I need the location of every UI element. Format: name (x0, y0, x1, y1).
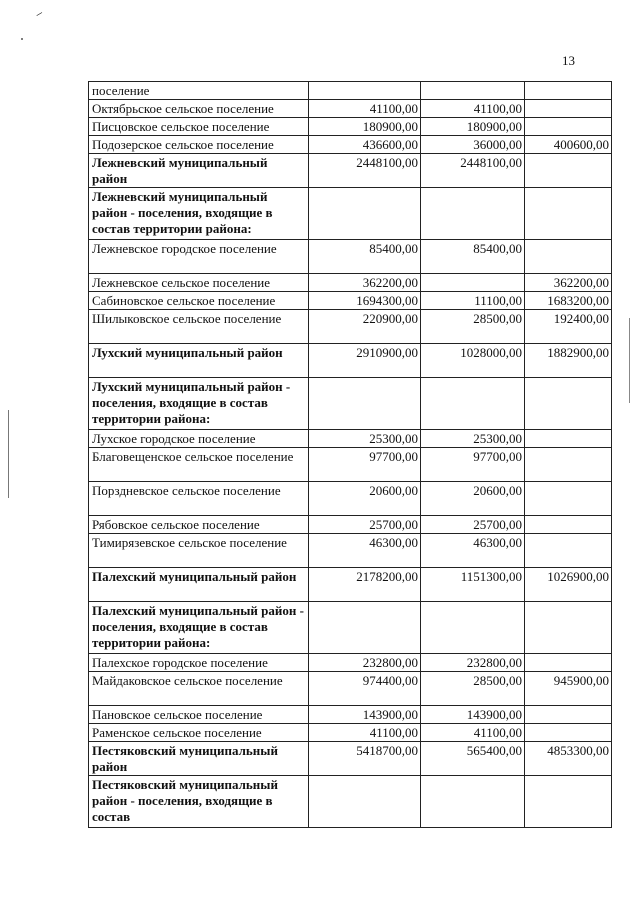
value-col3-cell (525, 776, 612, 828)
value-col3-cell (525, 706, 612, 724)
table-row (89, 82, 612, 100)
value-col3-cell: 1882900,00 (525, 344, 612, 378)
settlement-name-cell: Палехский муниципальный район (89, 568, 309, 602)
value-col3-cell: 362200,00 (525, 274, 612, 292)
settlement-name-cell: Лежневский муниципальный район (89, 154, 309, 188)
value-total-cell: 436600,00 (309, 136, 421, 154)
settlement-name-cell: поселение (89, 82, 309, 100)
value-col2-cell: 25700,00 (421, 516, 525, 534)
table-row (89, 724, 612, 742)
value-col2-cell (421, 776, 525, 828)
table-row (89, 742, 612, 776)
value-col2-cell (421, 378, 525, 430)
scan-line-left (8, 410, 9, 498)
table-row (89, 136, 612, 154)
settlement-name-cell: Лухский муниципальный район (89, 344, 309, 378)
table-row (89, 118, 612, 136)
table-row (89, 706, 612, 724)
table-row (89, 188, 612, 240)
value-col2-cell: 36000,00 (421, 136, 525, 154)
value-total-cell: 232800,00 (309, 654, 421, 672)
scan-dot (21, 38, 23, 40)
value-col3-cell: 192400,00 (525, 310, 612, 344)
value-col3-cell (525, 82, 612, 100)
value-col3-cell: 400600,00 (525, 136, 612, 154)
value-col2-cell: 28500,00 (421, 310, 525, 344)
value-total-cell: 41100,00 (309, 724, 421, 742)
value-total-cell (309, 188, 421, 240)
value-total-cell (309, 378, 421, 430)
value-col2-cell: 232800,00 (421, 654, 525, 672)
settlement-name-cell: Палехский муниципальный район - поселения, входящие в состав территории района: (89, 602, 309, 654)
value-col2-cell: 1151300,00 (421, 568, 525, 602)
value-total-cell: 97700,00 (309, 448, 421, 482)
page-number: 13 (562, 53, 575, 68)
settlement-name-cell: Подозерское сельское поселение (89, 136, 309, 154)
value-col2-cell: 20600,00 (421, 482, 525, 516)
table-row (89, 534, 612, 568)
table-row (89, 654, 612, 672)
value-total-cell (309, 776, 421, 828)
table-row (89, 602, 612, 654)
value-col3-cell (525, 448, 612, 482)
settlement-name-cell: Майдаковское сельское поселение (89, 672, 309, 706)
value-col2-cell (421, 274, 525, 292)
settlement-name-cell: Лежневское городское поселение (89, 240, 309, 274)
table-row (89, 154, 612, 188)
value-col2-cell: 2448100,00 (421, 154, 525, 188)
value-total-cell (309, 602, 421, 654)
value-total-cell: 180900,00 (309, 118, 421, 136)
value-col2-cell: 97700,00 (421, 448, 525, 482)
value-col3-cell (525, 240, 612, 274)
settlement-name-cell: Тимирязевское сельское поселение (89, 534, 309, 568)
value-total-cell: 46300,00 (309, 534, 421, 568)
value-total-cell: 25700,00 (309, 516, 421, 534)
scan-line-right (629, 318, 630, 403)
table-row (89, 100, 612, 118)
value-total-cell: 20600,00 (309, 482, 421, 516)
value-col2-cell: 41100,00 (421, 100, 525, 118)
value-total-cell: 2448100,00 (309, 154, 421, 188)
value-col2-cell: 180900,00 (421, 118, 525, 136)
settlement-name-cell: Сабиновское сельское поселение (89, 292, 309, 310)
table-row (89, 378, 612, 430)
settlement-name-cell: Лухское городское поселение (89, 430, 309, 448)
value-col2-cell: 46300,00 (421, 534, 525, 568)
value-col2-cell: 41100,00 (421, 724, 525, 742)
value-total-cell: 143900,00 (309, 706, 421, 724)
value-col2-cell: 143900,00 (421, 706, 525, 724)
value-col3-cell (525, 724, 612, 742)
table-row (89, 310, 612, 344)
budget-table (88, 81, 612, 828)
table-row (89, 274, 612, 292)
value-col3-cell (525, 100, 612, 118)
table-row (89, 672, 612, 706)
value-col3-cell: 4853300,00 (525, 742, 612, 776)
settlement-name-cell: Писцовское сельское поселение (89, 118, 309, 136)
value-col3-cell (525, 430, 612, 448)
value-col3-cell: 1683200,00 (525, 292, 612, 310)
value-total-cell: 2178200,00 (309, 568, 421, 602)
table-body (89, 82, 612, 828)
value-col3-cell (525, 154, 612, 188)
settlement-name-cell: Пановское сельское поселение (89, 706, 309, 724)
table-row (89, 344, 612, 378)
value-total-cell: 25300,00 (309, 430, 421, 448)
table-row (89, 568, 612, 602)
settlement-name-cell: Пестяковский муниципальный район - поселения, входящие в состав (89, 776, 309, 828)
value-col3-cell (525, 118, 612, 136)
settlement-name-cell: Пестяковский муниципальный район (89, 742, 309, 776)
value-total-cell: 1694300,00 (309, 292, 421, 310)
value-col3-cell: 1026900,00 (525, 568, 612, 602)
scan-mark: – (32, 5, 45, 21)
settlement-name-cell: Лежневское сельское поселение (89, 274, 309, 292)
table-row (89, 292, 612, 310)
value-col3-cell (525, 516, 612, 534)
settlement-name-cell: Раменское сельское поселение (89, 724, 309, 742)
value-col2-cell: 11100,00 (421, 292, 525, 310)
value-col2-cell: 1028000,00 (421, 344, 525, 378)
value-col3-cell: 945900,00 (525, 672, 612, 706)
table-row (89, 430, 612, 448)
value-col2-cell (421, 82, 525, 100)
value-total-cell: 974400,00 (309, 672, 421, 706)
table-row (89, 240, 612, 274)
table-row (89, 482, 612, 516)
settlement-name-cell: Лухский муниципальный район - поселения, входящие в состав территории района: (89, 378, 309, 430)
value-col2-cell: 25300,00 (421, 430, 525, 448)
value-col2-cell (421, 602, 525, 654)
settlement-name-cell: Палехское городское поселение (89, 654, 309, 672)
value-total-cell: 41100,00 (309, 100, 421, 118)
settlement-name-cell: Октябрьское сельское поселение (89, 100, 309, 118)
settlement-name-cell: Благовещенское сельское поселение (89, 448, 309, 482)
value-total-cell: 5418700,00 (309, 742, 421, 776)
settlement-name-cell: Порздневское сельское поселение (89, 482, 309, 516)
table-row (89, 516, 612, 534)
value-col3-cell (525, 378, 612, 430)
settlement-name-cell: Лежневский муниципальный район - поселения, входящие в состав территории района: (89, 188, 309, 240)
table-row (89, 448, 612, 482)
value-total-cell: 220900,00 (309, 310, 421, 344)
value-col3-cell (525, 482, 612, 516)
value-total-cell: 2910900,00 (309, 344, 421, 378)
value-col2-cell (421, 188, 525, 240)
value-total-cell: 362200,00 (309, 274, 421, 292)
value-col2-cell: 85400,00 (421, 240, 525, 274)
table-row (89, 776, 612, 828)
value-col3-cell (525, 188, 612, 240)
value-col2-cell: 28500,00 (421, 672, 525, 706)
value-total-cell: 85400,00 (309, 240, 421, 274)
settlement-name-cell: Рябовское сельское поселение (89, 516, 309, 534)
value-col3-cell (525, 654, 612, 672)
value-col3-cell (525, 602, 612, 654)
settlement-name-cell: Шилыковское сельское поселение (89, 310, 309, 344)
value-total-cell (309, 82, 421, 100)
value-col3-cell (525, 534, 612, 568)
value-col2-cell: 565400,00 (421, 742, 525, 776)
